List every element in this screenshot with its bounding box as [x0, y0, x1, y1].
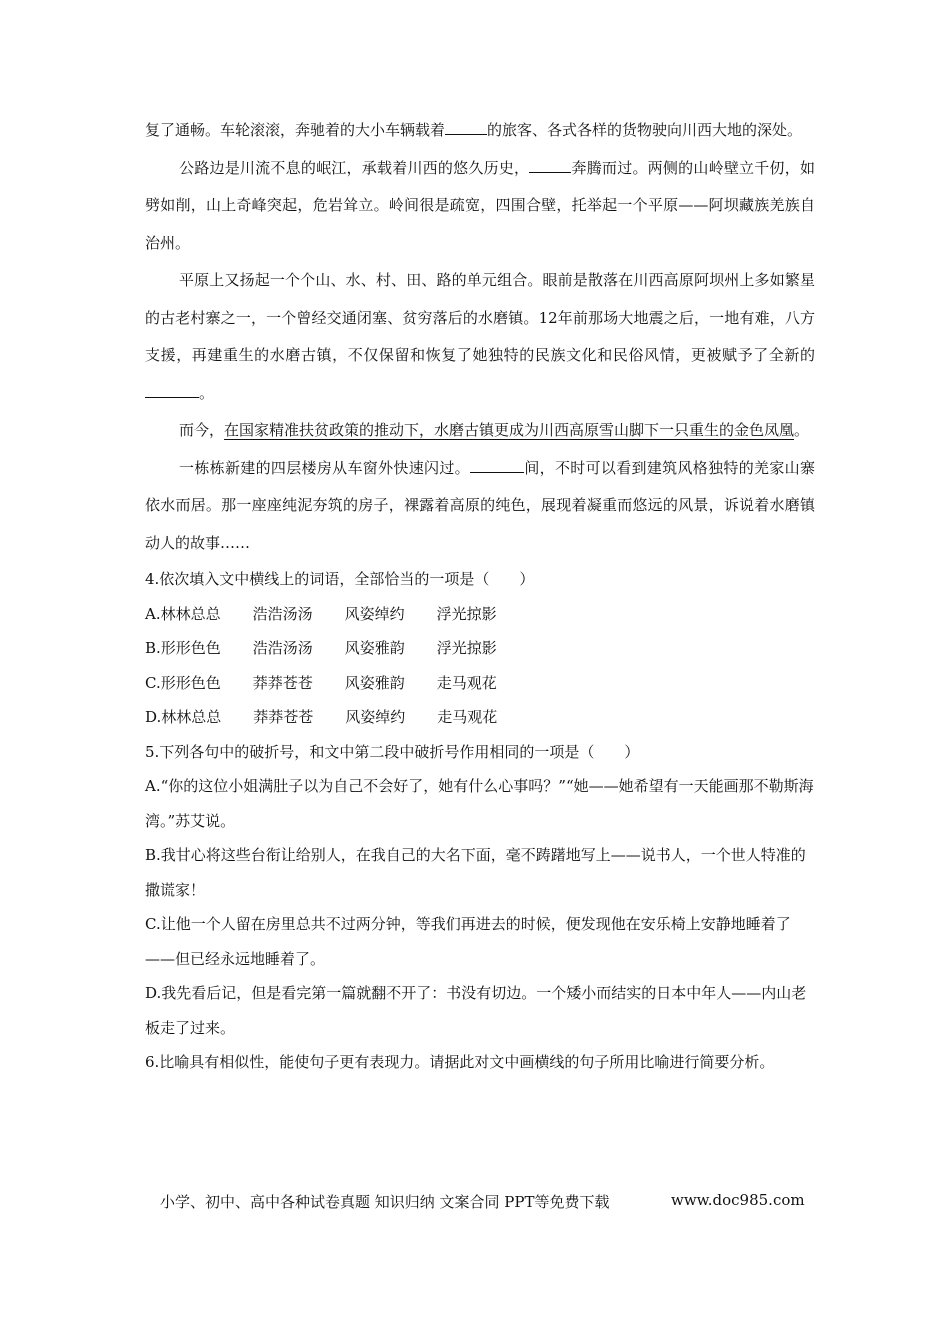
option-word: 走马观花: [436, 673, 497, 692]
question-5-option-a: A.“你的这位小姐满肚子以为自己不会好了，她有什么心事吗？”“她——她希望有一天能画那不勒斯海湾。”苏艾说。: [145, 777, 814, 830]
paragraph-5-text-a: 一栋栋新建的四层楼房从车窗外快速闪过。: [179, 458, 470, 477]
option-word: 浮光掠影: [436, 639, 497, 657]
question-4-stem: 4.依次填入文中横线上的词语，全部恰当的一项是（ ）: [145, 570, 535, 588]
paragraph-5: [145, 450, 815, 563]
option-word: 浩浩汤汤: [252, 639, 313, 657]
paragraph-4-text-a: 而今，: [179, 421, 225, 439]
question-5-stem: 5.下列各句中的破折号，和文中第二段中破折号作用相同的一项是（ ）: [145, 742, 640, 761]
paragraph-5-text-b: 间，不时可以看到建筑风格独特的羌家山寨依水而居。那一座座纯泥夯筑的房子，裸露着高原的纯色，展现着凝重而悠远的风景，诉说着水磨镇动人的故事……: [145, 458, 815, 552]
option-label: A.: [145, 604, 161, 623]
option-word: 林林总总: [160, 604, 221, 623]
option-word: 莽莽苍苍: [252, 673, 313, 692]
answer-blank-3: [145, 379, 199, 398]
paragraph-1-text-a: 复了通畅。车轮滚滚，奔驰着的大小车辆载着: [145, 121, 446, 139]
paragraph-3-text-a: 平原上又扬起一个个山、水、村、田、路的单元组合。眼前是散落在川西高原阿坝州上多如繁星的古老村寨之一，一个曾经交通闭塞、贫穷落后的水磨镇。12年前那场大地震之后，一地有难，八方支援，再建重生的水磨古镇，不仅保留和恢复了她独特的民族文化和民俗风情，更被赋予了全新的: [145, 271, 815, 364]
option-word: 浩浩汤汤: [252, 604, 313, 623]
question-5-option-d: D.我先看后记，但是看完第一篇就翻不开了：书没有切边。一个矮小而结实的日本中年人——内山老板走了过来。: [145, 984, 807, 1037]
question-6-stem: 6.比喻具有相似性，能使句子更有表现力。请据此对文中画横线的句子所用比喻进行简要分析。: [145, 1053, 775, 1071]
answer-blank-1: [445, 116, 487, 135]
option-word: 莽莽苍苍: [253, 708, 314, 726]
option-label: C.: [145, 673, 161, 692]
paragraph-4-text-b: 。: [794, 421, 810, 439]
question-5-option-c: C.让他一个人留在房里总共不过两分钟，等我们再进去的时候，便发现他在安乐椅上安静地睡着了——但已经永远地睡着了。: [145, 915, 791, 968]
paragraph-4: [145, 412, 815, 450]
option-word: 风姿雅韵: [344, 639, 405, 657]
option-word: 风姿绰约: [345, 708, 406, 726]
question-4-option-d: [145, 700, 815, 735]
answer-blank-2: [529, 154, 571, 173]
paragraph-1: [145, 112, 815, 150]
option-word: 林林总总: [161, 708, 222, 726]
paragraph-3: [145, 262, 815, 412]
paragraph-3-text-b: 。: [199, 383, 215, 402]
question-4-option-b: [145, 631, 815, 666]
footer-url[interactable]: www.doc985.com: [671, 1191, 805, 1209]
question-4-option-c: [145, 666, 815, 701]
option-word: 风姿绰约: [344, 604, 405, 623]
option-label: D.: [145, 708, 162, 726]
option-label: B.: [145, 639, 161, 657]
paragraph-1-text-b: 的旅客、各式各样的货物驶向川西大地的深处。: [487, 121, 803, 139]
option-word: 形形色色: [160, 639, 221, 657]
answer-blank-4: [470, 454, 524, 473]
underlined-sentence: 在国家精准扶贫政策的推动下，水磨古镇更成为川西高原雪山脚下一只重生的金色凤凰: [224, 421, 795, 439]
paragraph-2-text-b: 奔腾而过。两侧的山岭壁立千仞，如劈如削，山上奇峰突起，危岩耸立。岭间很是疏宽，四围合壁，托举起一个平原——阿坝藏族羌族自治州。: [145, 158, 815, 252]
footer-tagline: 小学、初中、高中各种试卷真题 知识归纳 文案合同 PPT等免费下载: [160, 1193, 610, 1211]
page-footer: [160, 1191, 805, 1212]
question-4-option-a: [145, 597, 815, 632]
option-word: 形形色色: [160, 673, 221, 692]
exam-content: [145, 112, 815, 1080]
option-word: 走马观花: [437, 708, 498, 726]
paragraph-2: [145, 150, 815, 263]
option-word: 浮光掠影: [436, 604, 497, 623]
question-5-option-b: B.我甘心将这些台衔让给别人，在我自己的大名下面，毫不踌躇地写上——说书人，一个世人特准的撒谎家！: [145, 846, 806, 899]
option-word: 风姿雅韵: [344, 673, 405, 692]
paragraph-2-text-a: 公路边是川流不息的岷江，承载着川西的悠久历史，: [179, 158, 530, 177]
